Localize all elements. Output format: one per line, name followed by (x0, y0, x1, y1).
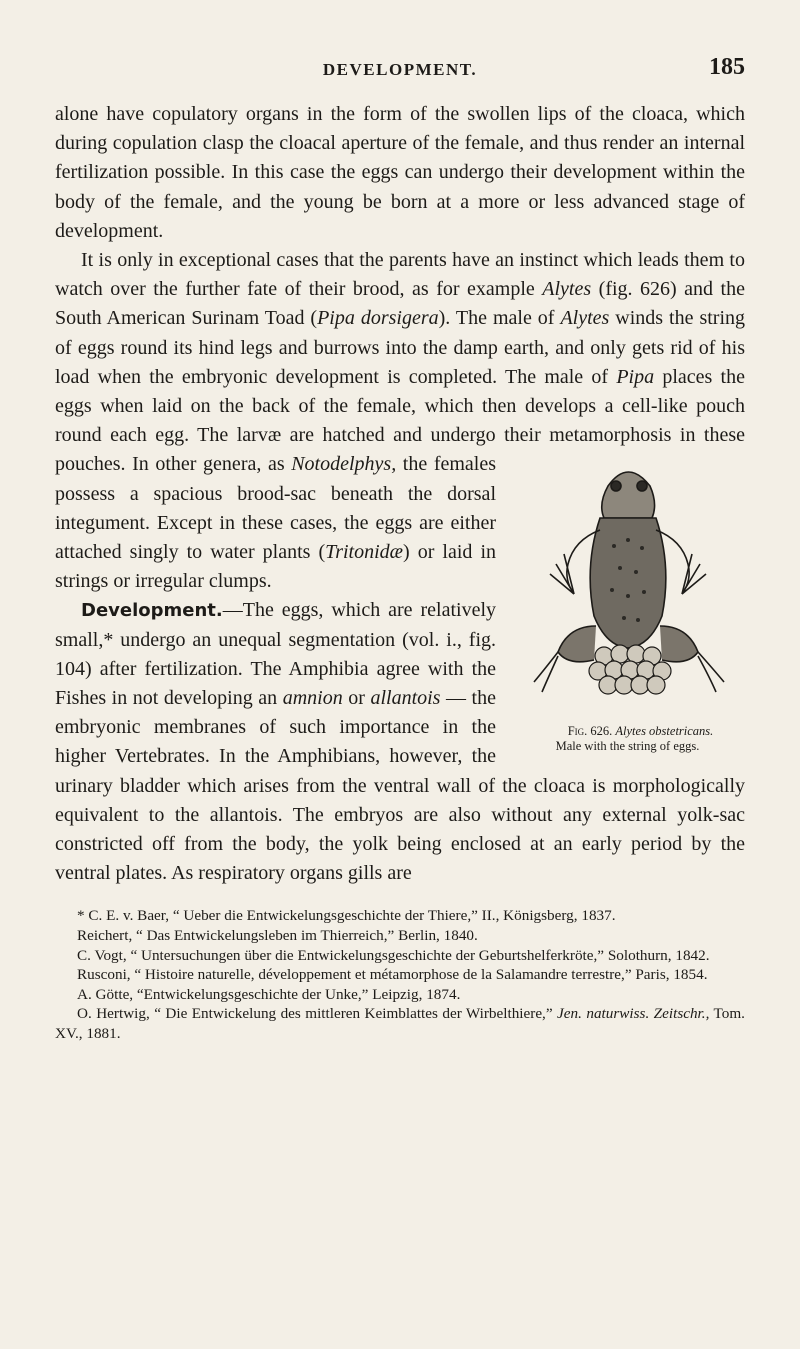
figure-species: Alytes obstetricans. (615, 724, 714, 739)
page-header (55, 54, 745, 100)
italic-run: Notodelphys, (291, 453, 397, 476)
footnote: Rusconi, “ Histoire naturelle, développement et métamorphose de la Salamandre terrestre,” Paris, 1854. (77, 966, 708, 984)
figure-626 (510, 456, 745, 754)
italic-run: allantois (370, 687, 441, 710)
toad-illustration (528, 456, 728, 718)
text-run: It is only in exceptional cases that the parents have an instinct which leads them to watch over the further fate of their brood, as for example (55, 249, 745, 301)
text-run: places the eggs when laid on the back of the female, which then develops a cell-like pouch round each egg. The larvæ are hatched and undergo their metamorphosis in these pouches. In other genera, as (55, 365, 745, 476)
page-number: 185 (709, 54, 745, 80)
text-run: O. Hertwig, “ Die Entwickelung des mittleren Keimblattes der Wirbelthiere,” (77, 1005, 558, 1023)
italic-run: amnion (282, 687, 343, 710)
italic-run: Tritonidæ (325, 541, 403, 564)
italic-run: Alytes (542, 278, 592, 301)
footnote: Reichert, “ Das Entwickelungsleben im Thierreich,” Berlin, 1840. (77, 927, 478, 945)
footnote: A. Götte, “Entwickelungsgeschichte der Unke,” Leipzig, 1874. (77, 985, 461, 1003)
text-run: — the embryonic membranes of such importance in the higher Vertebrates. In the Amphibians, however, the urinary bladder which arises from the ventral wall of the cloaca is morphologically equivalent to the allantois. The embryos are also without any external yolk-sac constricted off from the body, the yolk being enclosed at an early period by the ventral plates. As respiratory organs gills are (55, 687, 745, 885)
text-run: winds the string of eggs round its hind legs and burrows into the damp earth, and only gets rid of his load when the embryonic development is completed. The male of (55, 307, 746, 388)
italic-run: Jen. naturwiss. Zeitschr., (557, 1005, 710, 1023)
figure-description: Male with the string of eggs. (555, 739, 700, 754)
text-run: (fig. 626) and the South American Surinam Toad ( (55, 278, 745, 330)
book-page (55, 54, 746, 1044)
running-head: DEVELOPMENT. (322, 60, 478, 79)
text-run: Tom. XV., 1881. (55, 1005, 745, 1043)
text-run: ) or laid in strings or irregular clumps. (55, 541, 496, 593)
figure-caption (510, 724, 745, 754)
text-run: or (342, 687, 371, 710)
italic-run: Pipa dorsigera (317, 307, 439, 330)
italic-run: Alytes (560, 307, 610, 330)
footnote (55, 1004, 745, 1043)
footnote: C. Vogt, “ Untersuchungen über die Entwickelungsgeschichte der Geburtshelferkröte,” Solothurn, 1842. (77, 946, 710, 964)
figure-label: Fig. 626. (567, 724, 613, 739)
text-run: —The eggs, which are relatively small,* undergo an unequal segmentation (vol. i., fig. 104) after fertilization. The Amphibia agree with the Fishes in not developing an (55, 599, 496, 710)
footnote: * C. E. v. Baer, “ Ueber die Entwickelungsgeschichte der Thiere,” II., Königsberg, 1837. (77, 907, 616, 925)
italic-run: Pipa (616, 365, 655, 388)
section-heading: Development. (81, 600, 223, 622)
text-run: the females possess a spacious brood-sac beneath the dorsal integument. Except in these cases, the eggs are either attached singly to water plants ( (55, 453, 497, 564)
main-text (55, 100, 745, 888)
paragraph-1: alone have copulatory organs in the form of the swollen lips of the cloaca, which during copulation clasp the cloacal aperture of the female, and thus render an internal fertilization possible. In this case the eggs can undergo their development within the body of the female, and the young be born at a more or less advanced stage of development. (55, 103, 745, 242)
footnotes (55, 906, 745, 1043)
text-run: ). The male of (438, 307, 561, 330)
